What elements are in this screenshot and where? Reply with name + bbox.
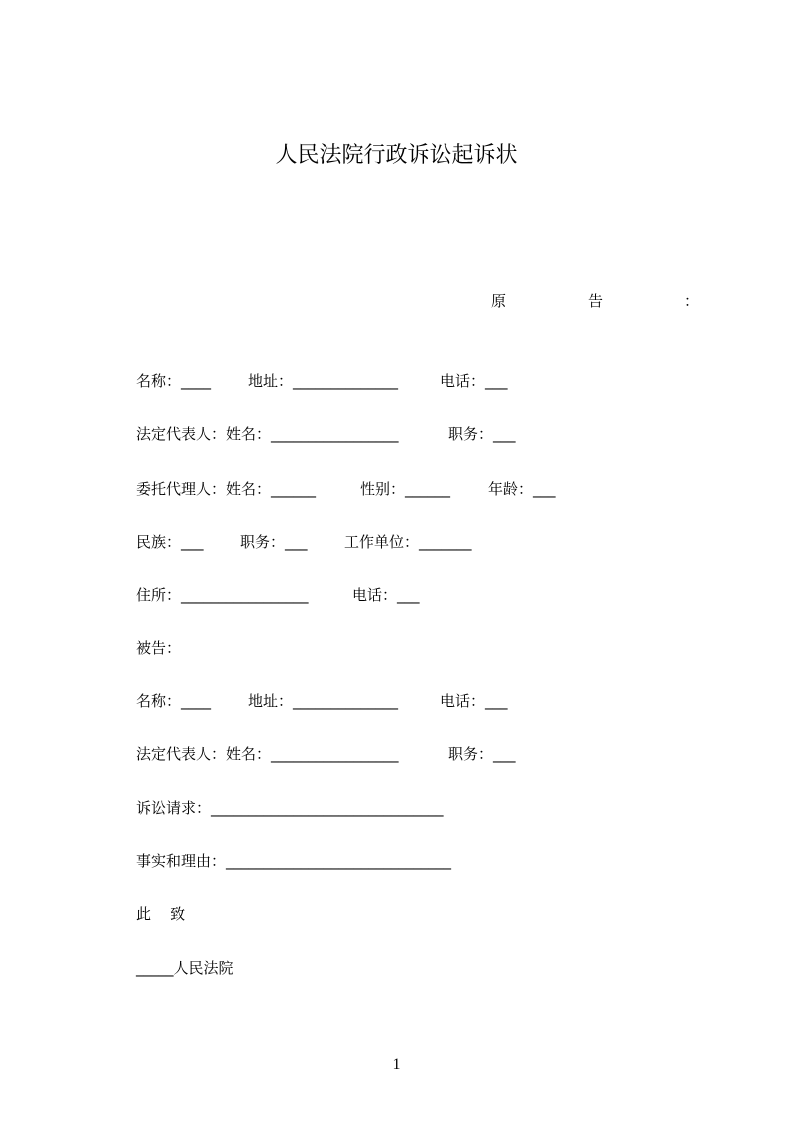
defendant-legal-rep-position-field: 职务：___	[448, 745, 516, 763]
plaintiff-phone-field: 电话：___	[440, 372, 508, 390]
defendant-legal-rep-name-field: 法定代表人：姓名：_________________	[136, 745, 399, 763]
agent-position-field: 职务：___	[240, 533, 308, 551]
residence-phone-field: 电话：___	[352, 586, 420, 604]
residence-field: 住所：_________________	[136, 586, 309, 604]
page-number: 1	[392, 1056, 401, 1073]
closing-line: 此 致	[136, 905, 186, 923]
page-title: 人民法院行政诉讼起诉状	[275, 143, 518, 168]
ethnicity-field: 民族：___	[136, 533, 204, 551]
agent-name-field: 委托代理人：姓名：______	[136, 480, 317, 498]
plaintiff-heading-char-1: 原	[491, 292, 507, 310]
defendant-name-field: 名称：____	[136, 692, 212, 710]
plaintiff-heading-char-2: 告	[588, 292, 604, 310]
plaintiff-name-field: 名称：____	[136, 372, 212, 390]
defendant-address-field: 地址：______________	[248, 692, 399, 710]
court-line: _____人民法院	[136, 959, 234, 977]
employer-field: 工作单位：_______	[344, 533, 472, 551]
agent-age-field: 年龄：___	[488, 480, 556, 498]
claims-line: 诉讼请求：_______________________________	[136, 799, 444, 817]
plaintiff-heading	[0, 291, 793, 311]
plaintiff-legal-rep-position-field: 职务：___	[448, 425, 516, 443]
defendant-heading: 被告：	[136, 639, 182, 657]
agent-gender-field: 性别：______	[360, 480, 451, 498]
plaintiff-address-field: 地址：______________	[248, 372, 399, 390]
defendant-phone-field: 电话：___	[440, 692, 508, 710]
facts-line: 事实和理由：______________________________	[136, 852, 452, 870]
plaintiff-heading-colon: ：	[684, 292, 700, 310]
plaintiff-legal-rep-name-field: 法定代表人：姓名：_________________	[136, 425, 399, 443]
